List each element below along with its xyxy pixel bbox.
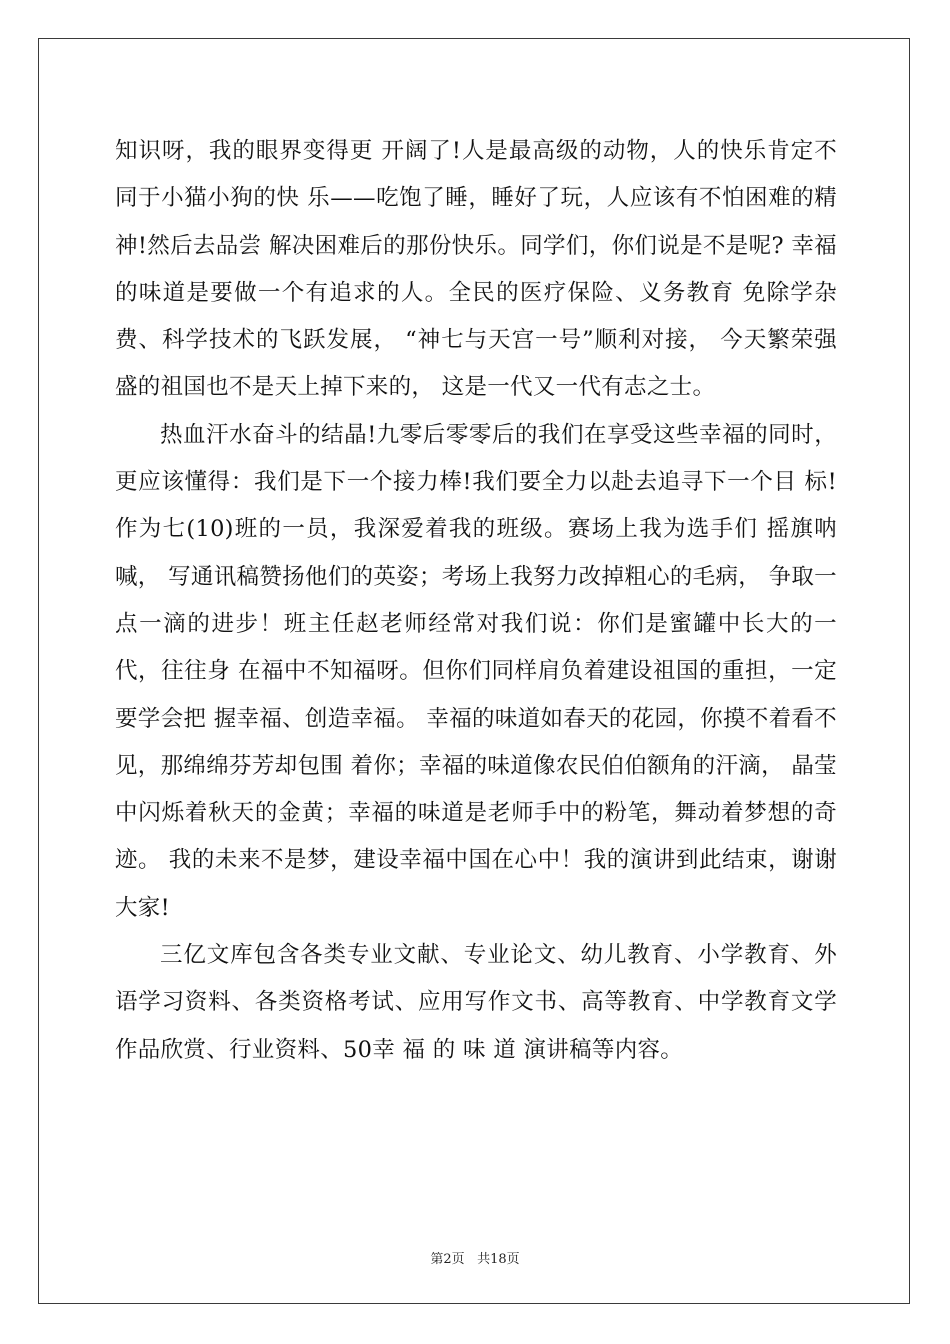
footer-spacer [465, 1252, 477, 1267]
document-body [115, 128, 837, 1074]
paragraph-1: 知识呀，我的眼界变得更 开阔了!人是最高级的动物，人的快乐肯定不同于小猫小狗的快 乐——吃饱了睡，睡好了玩，人应该有不怕困难的精神!然后去品尝 解决困难后的那份快乐。同学们，你们说是不是呢? 幸福的味道是要做一个有追求的人。全民的医疗保险、义务教育 免除学杂费、科学技术的飞跃发展， “神七与天宫一号”顺利对接， 今天繁荣强盛的祖国也不是天上掉下来的， 这是一代又一代有志之士。 [115, 138, 837, 401]
page-total: 共18页 [477, 1252, 520, 1267]
paragraph-3: 三亿文库包含各类专业文献、专业论文、幼儿教育、小学教育、外语学习资料、各类资格考试、应用写作文书、高等教育、中学教育文学作品欣赏、行业资料、50幸 福 的 味 道 演讲稿等内容。 [115, 942, 837, 1063]
page-number: 第2页 [430, 1252, 465, 1267]
page-footer [0, 1248, 950, 1267]
paragraph-2: 热血汗水奋斗的结晶!九零后零零后的我们在享受这些幸福的同时， 更应该懂得：我们是下一个接力棒!我们要全力以赴去追寻下一个目 标!作为七(10)班的一员，我深爱着我的班级。赛场上我为选手们 摇旗呐喊， 写通讯稿赞扬他们的英姿；考场上我努力改掉粗心的毛病， 争取一点一滴的进步！班主任赵老师经常对我们说：你们是蜜罐中长大的一代，往往身 在福中不知福呀。但你们同样肩负着建设祖国的重担，一定要学会把 握幸福、创造幸福。 幸福的味道如春天的花园，你摸不着看不见，那绵绵芬芳却包围 着你；幸福的味道像农民伯伯额角的汗滴， 晶莹中闪烁着秋天的金黄；幸福的味道是老师手中的粉笔，舞动着梦想的奇迹。 我的未来不是梦，建设幸福中国在心中！我的演讲到此结束，谢谢大家! [115, 421, 837, 921]
